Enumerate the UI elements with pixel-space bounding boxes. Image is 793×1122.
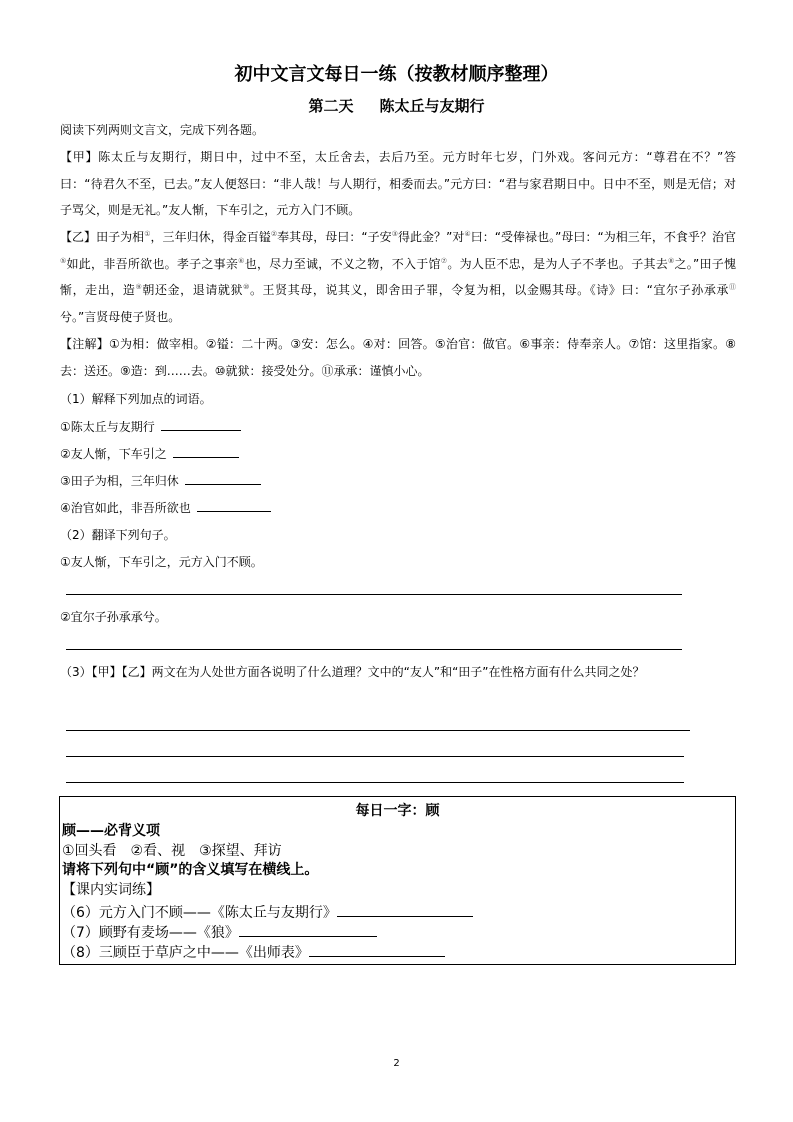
passage-jia: 【甲】陈太丘与友期行，期日中，过中不至，太丘舍去，去后乃至。元方时年七岁，门外戏。客问元方：“尊君在不？”答曰：“待君久不至，已去。”友人便怒曰：“非人哉！与人期行，相委而去。”元方曰：“君与家君期日中。日中不至，则是无信；对子骂父，则是无礼。”友人惭，下车引之，元方入门不顾。 (60, 150, 736, 218)
practice-label: 【课内实词练】 (62, 882, 160, 898)
page-number: 2 (393, 1058, 400, 1069)
annotations: 【注解】①为相：做宰相。②镒：二十两。③安：怎么。④对：回答。⑤治官：做官。⑥事亲：侍奉亲人。⑦馆：这里指家。⑧去：送还。⑨造：到……去。⑩就狱：接受处分。⑪承承：谨慎小心。 (60, 337, 736, 378)
question-2-item: ②宜尔子孙承承兮。 (60, 610, 167, 624)
practice-item: （6）元方入门不顾——《陈太丘与友期行》 (62, 901, 473, 923)
passage-yi: 【乙】田子为相①，三年归休，得金百镒②奉其母，母曰：“子安③得此金？”对④曰：“受俸禄也。”母曰：“为相三年，不食乎？治官⑤如此，非吾所欲也。孝子之事亲⑥也，尽力至诚，不义之物，不入于馆⑦。为人臣不忠，是为人子不孝也。子其去⑧之。”田子愧惭，走出，造⑨朝还金，退请就狱⑩。王贤其母，说其义，即舍田子罪，令复为相，以金赐其母。《诗》曰：“宜尔子孙承承⑪兮。”言贤母使子贤也。 (60, 230, 737, 324)
question-2-title: （2）翻译下列句子。 (60, 528, 176, 542)
answer-blank[interactable] (185, 471, 261, 485)
daily-word-meanings: ①回头看 ②看、视 ③探望、拜访 (62, 843, 282, 859)
answer-blank[interactable] (173, 444, 239, 458)
answer-line[interactable] (66, 756, 684, 757)
answer-line[interactable] (66, 730, 690, 731)
daily-word-title: 每日一字：顾 (355, 803, 440, 819)
question-1-item: ④治官如此，非吾所欲也 (60, 498, 271, 517)
answer-line[interactable] (66, 594, 682, 595)
practice-item: （7）顾野有麦场——《狼》 (62, 921, 377, 943)
practice-item: （8）三顾臣于草庐之中——《出师表》 (62, 941, 445, 963)
answer-blank[interactable] (239, 921, 377, 937)
answer-blank[interactable] (161, 417, 241, 431)
lesson-title: 陈太丘与友期行 (379, 97, 485, 115)
answer-line[interactable] (66, 649, 682, 650)
question-2-item: ①友人惭，下车引之，元方入门不顾。 (60, 555, 263, 569)
question-1-title: （1）解释下列加点的词语。 (60, 392, 212, 406)
daily-word-heading: 顾——必背义项 (62, 823, 160, 839)
page-title: 初中文言文每日一练（按教材顺序整理） (234, 64, 559, 85)
day-label: 第二天 (308, 97, 354, 115)
answer-blank[interactable] (309, 941, 445, 957)
answer-line[interactable] (66, 782, 684, 783)
question-1-item: ③田子为相，三年归休 (60, 471, 261, 490)
answer-blank[interactable] (197, 498, 271, 512)
daily-word-box (59, 796, 736, 965)
daily-word-instruction: 请将下列句中“顾”的含义填写在横线上。 (62, 862, 319, 878)
question-1-item: ①陈太丘与友期行 (60, 417, 241, 436)
instructions: 阅读下列两则文言文，完成下列各题。 (60, 123, 265, 137)
answer-blank[interactable] (337, 901, 473, 917)
question-1-item: ②友人惭，下车引之 (60, 444, 239, 463)
lesson-subtitle (0, 96, 793, 116)
question-3: （3）【甲】【乙】两文在为人处世方面各说明了什么道理？文中的“友人”和“田子”在性格方面有什么共同之处？ (60, 665, 645, 679)
